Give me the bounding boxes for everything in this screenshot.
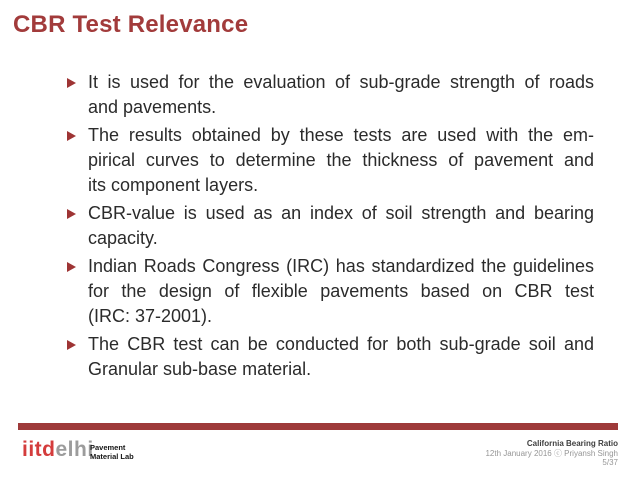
bullet-item	[67, 254, 597, 329]
logo-iitd: iitd	[22, 438, 56, 461]
bullet-triangle-icon	[67, 131, 76, 141]
presentation-title: California Bearing Ratio	[526, 439, 618, 448]
logo-elhi: elhi	[55, 438, 94, 461]
bullet-text: CBR-value is used as an index of soil strength and bearing capacity.	[88, 203, 594, 248]
date-author: 12th January 2016 ⓒ Priyansh Singh	[485, 448, 618, 458]
footer	[0, 430, 638, 479]
lab-name	[90, 443, 134, 461]
bullet-text: The results obtained by these tests are used with the em- pirical curves to determine the thickness of pavement and its component layers.	[88, 125, 594, 195]
bullet-triangle-icon	[67, 340, 76, 350]
page-title: CBR Test Relevance	[13, 11, 249, 38]
bullet-text: The CBR test can be conducted for both sub-grade soil and Granular sub-base material.	[88, 334, 594, 379]
bullet-triangle-icon	[67, 209, 76, 219]
iitdelhi-logo	[22, 438, 94, 462]
bullet-list	[67, 70, 597, 385]
bullet-item	[67, 123, 597, 198]
footer-credits	[485, 439, 618, 468]
bullet-text: Indian Roads Congress (IRC) has standardized the guidelines for the design of flexible pavements based on CBR test (IRC: 37-2001).	[88, 256, 594, 326]
bullet-triangle-icon	[67, 262, 76, 272]
bullet-item	[67, 201, 597, 251]
bullet-text: It is used for the evaluation of sub-grade strength of roads and pavements.	[88, 72, 594, 117]
lab-name-line1: Pavement	[90, 443, 126, 452]
bullet-triangle-icon	[67, 78, 76, 88]
lab-name-line2: Material Lab	[90, 452, 134, 461]
bullet-item	[67, 332, 597, 382]
slide-number: 5/37	[602, 458, 618, 467]
bullet-item	[67, 70, 597, 120]
footer-rule	[18, 423, 618, 430]
